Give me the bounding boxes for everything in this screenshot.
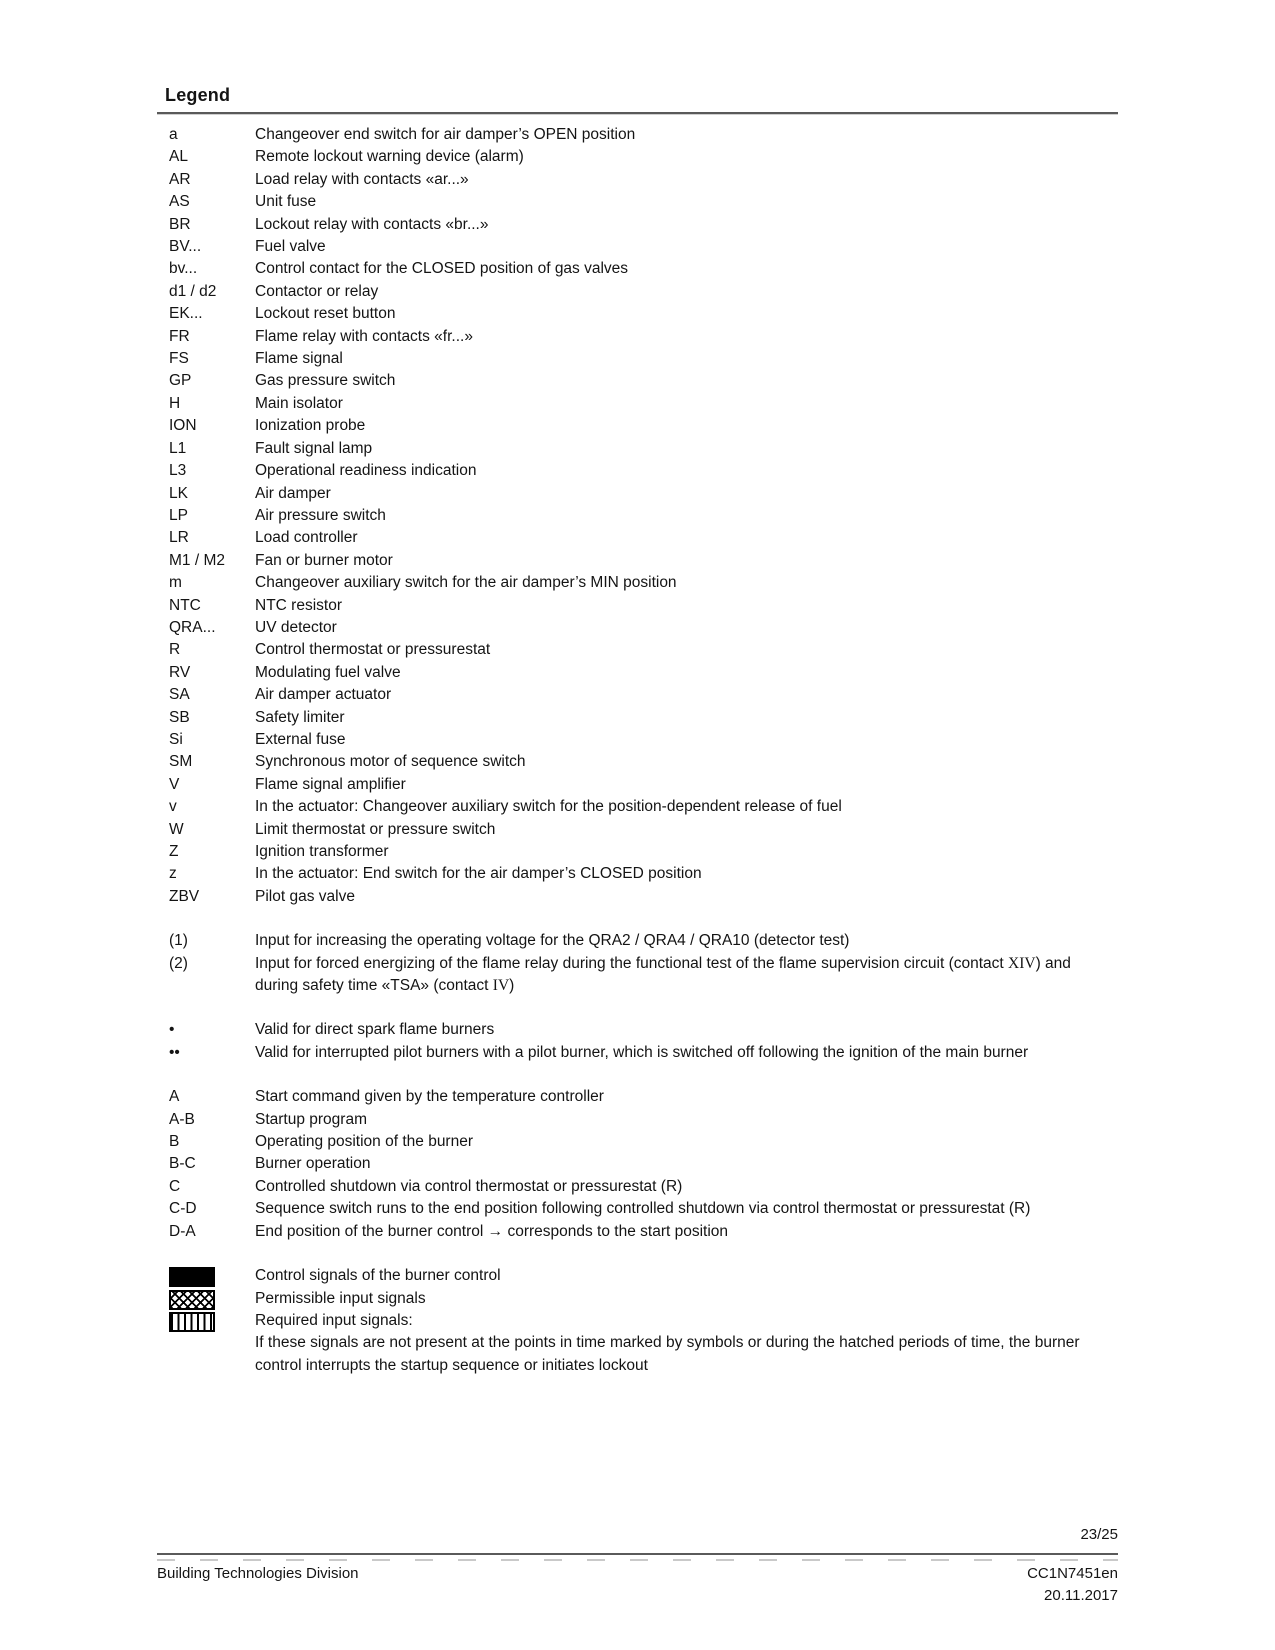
legend-row [157, 863, 1118, 885]
legend-description: Gas pressure switch [255, 372, 396, 390]
legend-key: AL [169, 148, 188, 166]
legend-key: SA [169, 686, 190, 704]
legend-description: Flame signal [255, 350, 343, 368]
signal-description: Required input signals: [255, 1311, 413, 1329]
page-footer [157, 1524, 1118, 1607]
note-key: (1) [169, 932, 188, 950]
phase-row [157, 1176, 1118, 1198]
phase-row [157, 1198, 1118, 1220]
legend-description: Flame relay with contacts «fr...» [255, 327, 473, 345]
legend-description: Contactor or relay [255, 282, 379, 300]
legend-key: V [169, 775, 180, 793]
legend-key: LP [169, 506, 188, 524]
phase-key: B-C [169, 1155, 196, 1173]
note-description: Input for increasing the operating voltage for the QRA2 / QRA4 / QRA10 (detector test) [255, 932, 850, 950]
crosshatch-swatch-icon [169, 1290, 215, 1310]
note-description [255, 953, 1118, 998]
legend-description: Remote lockout warning device (alarm) [255, 148, 524, 166]
page-title: Legend [165, 85, 231, 105]
signal-note-row [157, 1332, 1118, 1377]
legend-description: Lockout relay with contacts «br...» [255, 215, 489, 233]
legend-description: Synchronous motor of sequence switch [255, 753, 526, 771]
legend-row [157, 751, 1118, 773]
legend-key: d1 / d2 [169, 282, 217, 300]
signal-legend [157, 1265, 1118, 1377]
phase-description: End position of the burner control → corresponds to the start position [255, 1222, 729, 1240]
bullet-marker: • [169, 1021, 175, 1039]
signal-key [157, 1310, 255, 1332]
bullet-description: Valid for direct spark flame burners [255, 1021, 495, 1039]
legend-row [157, 617, 1118, 639]
legend-description: Control thermostat or pressurestat [255, 641, 491, 659]
legend-row [157, 415, 1118, 437]
solid-black-swatch-icon [169, 1267, 215, 1287]
legend-key: SB [169, 708, 190, 726]
signal-key [157, 1288, 255, 1310]
legend-description: In the actuator: End switch for the air damper’s CLOSED position [255, 865, 702, 883]
footer-doc-id: CC1N7451en [1027, 1565, 1118, 1582]
legend-description: Load relay with contacts «ar...» [255, 170, 469, 188]
legend-description: UV detector [255, 618, 337, 636]
phase-list [157, 1086, 1118, 1243]
legend-description: Operational readiness indication [255, 462, 477, 480]
legend-description: Changeover end switch for air damper’s OPEN position [255, 126, 636, 143]
legend-description: Main isolator [255, 394, 343, 412]
phase-key: D-A [169, 1222, 196, 1240]
footer-date: 20.11.2017 [1044, 1587, 1118, 1604]
footer-divider [157, 1553, 1118, 1555]
legend-row [157, 169, 1118, 191]
legend-row [157, 348, 1118, 370]
legend-row [157, 124, 1118, 146]
bullet-description: Valid for interrupted pilot burners with a pilot burner, which is switched off following the ignition of the main burner [255, 1043, 1029, 1061]
numbered-notes [157, 930, 1118, 997]
legend-key: ION [169, 417, 197, 435]
legend-row [157, 281, 1118, 303]
phase-key: B [169, 1133, 180, 1151]
legend-row [157, 460, 1118, 482]
phase-key: C [169, 1177, 181, 1195]
legend-row [157, 886, 1118, 908]
legend-row [157, 550, 1118, 572]
legend-description: Unit fuse [255, 193, 317, 211]
legend-key: FS [169, 350, 189, 368]
legend-key: EK... [169, 305, 203, 323]
legend-key: AS [169, 193, 190, 211]
signal-key [157, 1265, 255, 1287]
footer-dashed-line [157, 1559, 1118, 1561]
legend-row [157, 639, 1118, 661]
phase-key: C-D [169, 1200, 197, 1218]
signal-row [157, 1265, 1118, 1287]
legend-key: v [169, 798, 177, 816]
legend-description: Changeover auxiliary switch for the air damper’s MIN position [255, 574, 677, 592]
signal-note: If these signals are not present at the points in time marked by symbols or during the hatched periods of time, the burner control interrupts the startup sequence or initiates lockout [255, 1334, 1080, 1374]
legend-description: Air damper actuator [255, 686, 392, 704]
phase-description: Controlled shutdown via control thermostat or pressurestat (R) [255, 1177, 683, 1195]
legend-description: Flame signal amplifier [255, 775, 406, 793]
legend-row [157, 214, 1118, 236]
legend-description: Air damper [255, 484, 331, 502]
bullet-row [157, 1042, 1118, 1064]
legend-key: NTC [169, 596, 201, 614]
legend-description: Load controller [255, 529, 358, 547]
title-divider [157, 112, 1118, 115]
legend-row [157, 774, 1118, 796]
legend-description: Fault signal lamp [255, 439, 373, 457]
legend-row [157, 303, 1118, 325]
legend-row [157, 841, 1118, 863]
legend-key: BR [169, 215, 191, 233]
phase-row [157, 1109, 1118, 1131]
phase-key: A [169, 1088, 180, 1106]
phase-description: Sequence switch runs to the end position following controlled shutdown via control thermostat or pressurestat (R) [255, 1200, 1031, 1218]
legend-row [157, 236, 1118, 258]
phase-row [157, 1086, 1118, 1108]
legend-key: L3 [169, 462, 187, 480]
legend-key: GP [169, 372, 192, 390]
legend-description: Air pressure switch [255, 506, 386, 524]
legend-row [157, 684, 1118, 706]
bullet-marker: •• [169, 1043, 180, 1061]
legend-key: Si [169, 730, 183, 748]
legend-key: W [169, 820, 184, 838]
page-content [157, 85, 1118, 1377]
legend-key: LR [169, 529, 189, 547]
legend-key: R [169, 641, 181, 659]
legend-description: External fuse [255, 730, 346, 748]
legend-row [157, 796, 1118, 818]
phase-description: Startup program [255, 1110, 367, 1128]
legend-row [157, 505, 1118, 527]
signal-description: Permissible input signals [255, 1289, 426, 1307]
phase-description: Start command given by the temperature controller [255, 1088, 604, 1106]
legend-description: Lockout reset button [255, 305, 396, 323]
phase-description: Operating position of the burner [255, 1133, 473, 1151]
legend-key: ZBV [169, 887, 200, 905]
legend-description: In the actuator: Changeover auxiliary switch for the position-dependent release of fuel [255, 798, 842, 816]
legend-key: bv... [169, 260, 198, 278]
note-row [157, 930, 1118, 952]
vertical-stripes-swatch-icon [169, 1312, 215, 1332]
legend-row [157, 595, 1118, 617]
legend-row [157, 326, 1118, 348]
legend-key: SM [169, 753, 193, 771]
legend-key: QRA... [169, 618, 216, 636]
legend-key: H [169, 394, 181, 412]
legend-description: Ignition transformer [255, 843, 389, 860]
note-text: ) [509, 977, 515, 995]
legend-row [157, 191, 1118, 213]
legend-key: z [169, 865, 177, 883]
footer-division: Building Technologies Division [157, 1565, 359, 1582]
legend-row [157, 393, 1118, 415]
legend-key: m [169, 574, 182, 592]
legend-key: L1 [169, 439, 187, 457]
signal-row [157, 1310, 1118, 1332]
legend-description: Ionization probe [255, 417, 366, 435]
legend-row [157, 707, 1118, 729]
legend-key: Z [169, 843, 179, 860]
legend-row [157, 527, 1118, 549]
legend-description: Control contact for the CLOSED position of gas valves [255, 260, 629, 278]
legend-description: Modulating fuel valve [255, 663, 401, 681]
legend-row [157, 483, 1118, 505]
roman-numeral: IV [492, 977, 510, 995]
phase-row [157, 1153, 1118, 1175]
signal-description: Control signals of the burner control [255, 1267, 501, 1285]
phase-row [157, 1221, 1118, 1243]
phase-key: A-B [169, 1110, 195, 1128]
phase-description: Burner operation [255, 1155, 371, 1173]
roman-numeral: XIV [1008, 954, 1036, 972]
note-text: ) and during safety time «TSA» (contact [255, 954, 1071, 995]
legend-row [157, 146, 1118, 168]
legend-key: FR [169, 327, 190, 345]
legend-key: AR [169, 170, 191, 188]
legend-description: Limit thermostat or pressure switch [255, 820, 496, 838]
page-number: 23/25 [1080, 1526, 1118, 1543]
legend-row [157, 729, 1118, 751]
legend-row [157, 370, 1118, 392]
phase-row [157, 1131, 1118, 1153]
legend-row [157, 662, 1118, 684]
legend-key: RV [169, 663, 191, 681]
legend-description: Safety limiter [255, 708, 345, 726]
bullet-row [157, 1019, 1118, 1041]
note-text: Input for forced energizing of the flame relay during the functional test of the flame supervision circuit (contact [255, 954, 1009, 972]
legend-row [157, 819, 1118, 841]
legend-description: NTC resistor [255, 596, 342, 614]
legend-key: a [169, 126, 178, 143]
bullet-notes [157, 1019, 1118, 1064]
legend-description: Fan or burner motor [255, 551, 393, 569]
note-row [157, 953, 1118, 998]
legend-key: M1 / M2 [169, 551, 225, 569]
legend-row [157, 572, 1118, 594]
legend-row [157, 438, 1118, 460]
legend-list [157, 124, 1118, 908]
legend-description: Fuel valve [255, 238, 326, 256]
legend-key: LK [169, 484, 188, 502]
signal-row [157, 1288, 1118, 1310]
legend-row [157, 258, 1118, 280]
legend-description: Pilot gas valve [255, 887, 355, 905]
note-key: (2) [169, 954, 188, 972]
legend-key: BV... [169, 238, 202, 256]
